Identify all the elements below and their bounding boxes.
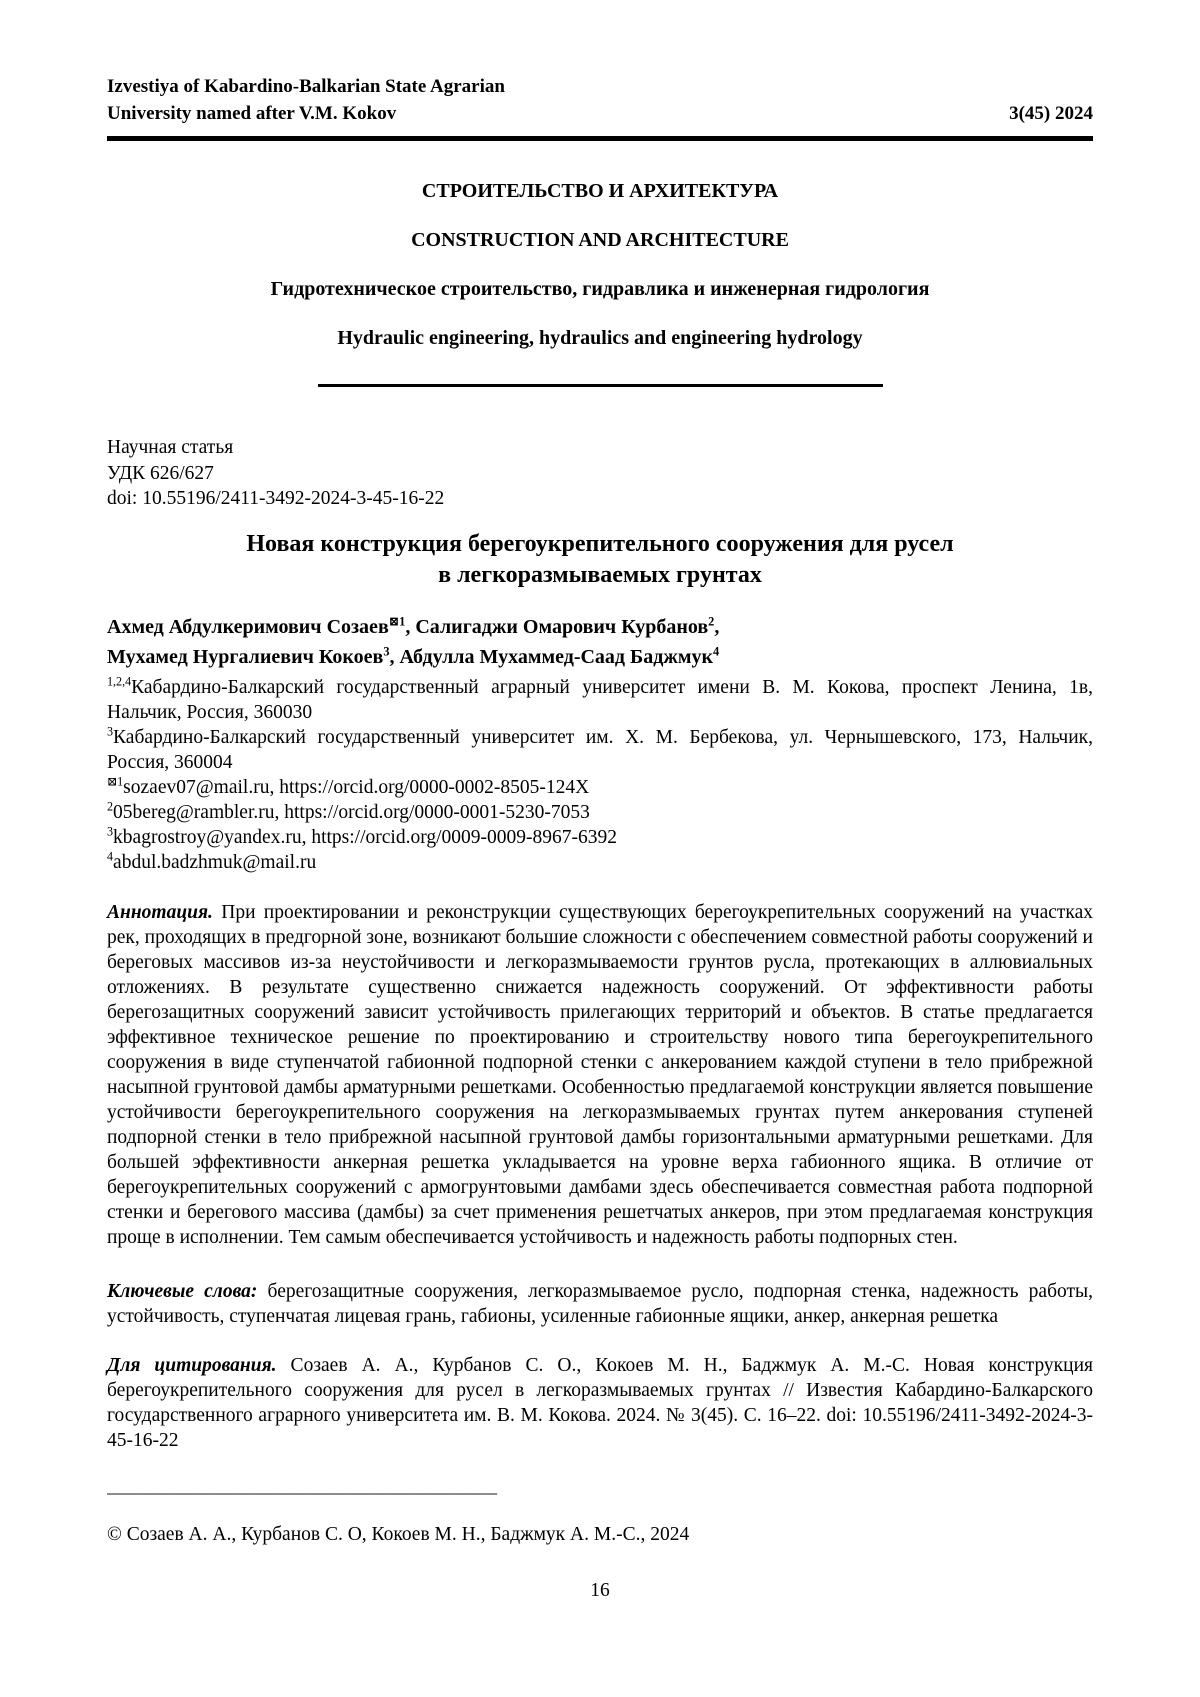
page-number: 16 <box>590 1579 610 1601</box>
text-run: Мухамед Нургалиевич Кокоев <box>107 645 384 668</box>
article-title-line2: в легкоразмываемых грунтах <box>438 561 762 588</box>
text-run: , Абдулла Мухаммед-Саад Баджмук <box>389 645 714 668</box>
udc-code: УДК 626/627 <box>107 462 214 484</box>
article-meta <box>107 435 1093 512</box>
section-heading-ru: СТРОИТЕЛЬСТВО И АРХИТЕКТУРА <box>421 180 779 202</box>
text-run: Кабардино-Балкарский государственный аграрный университет имени В. М. Кокова, проспект Ленина, 1в, Нальчик, Россия, 360030 <box>107 676 1093 723</box>
text-run: Ахмед Абдулкеримович Созаев <box>107 615 389 638</box>
superscript-marker: 3 <box>383 643 390 658</box>
text-run: abdul.badzhmuk@mail.ru <box>113 851 317 873</box>
citation-paragraph <box>107 1353 1093 1453</box>
text-run: берегозащитные сооружения, легкоразмываемое русло, подпорная стенка, надежность работы, устойчивость, ступенчатая лицевая грань, габионы, усиленные габионные ящики, анкер, анкерная решетка <box>107 1280 1093 1327</box>
text-run: sozaev07@mail.ru, https://orcid.org/0000-0002-8505-124X <box>123 776 590 798</box>
article-title-line1: Новая конструкция берегоукрепительного сооружения для русел <box>246 530 954 557</box>
lead-in-label: Ключевые слова: <box>107 1280 258 1302</box>
issue-number: 3(45) 2024 <box>1009 103 1093 124</box>
envelope-icon: ⊠1 <box>107 774 124 788</box>
article-title <box>107 529 1093 591</box>
text-run: При проектировании и реконструкции существующих берегоукрепительных сооружений на участках рек, проходящих в предгорной зоне, возникают большие сложности с обеспечением совместной работы сооружений и береговых массивов из-за неустойчивости и легкоразмываемости грунтов русла, протекающих в аллювиальных отложениях. В результате существенно снижается надежность сооружений. От эффективности работы берегозащитных сооружений зависит устойчивость прилегающих территорий и объектов. В статье предлагается эффективное техническое решение по проектированию и строительству нового типа берегоукрепительного сооружения в виде ступенчатой габионной подпорной стенки с анкерованием каждой ступени в тело прибрежной насыпной грунтовой дамбы арматурными решетками. Особенностью предлагаемой конструкции является повышение устойчивости берегоукрепительного сооружения на легкоразмываемых грунтах путем анкерования ступеней подпорной стенки в тело прибрежной насыпной грунтовой дамбы горизонтальными арматурными решетками. Для большей эффективности анкерная решетка укладывается на уровне верха габионного ящика. В отличие от берегоукрепительных сооружений с армогрунтовыми дамбами здесь обеспечивается совместная работа подпорной стенки и берегового массива (дамбы) за счет применения решетчатых анкеров, при этом предлагаемая конструкция проще в исполнении. Тем самым обеспечивается устойчивость и надежность работы подпорных стен. <box>107 901 1093 1248</box>
text-run: , Салигаджи Омарович Курбанов <box>405 615 709 638</box>
article-type-label: Научная статья <box>107 437 234 458</box>
authors-block <box>107 612 1093 672</box>
superscript-marker: 2 <box>708 613 715 628</box>
envelope-icon: ⊠1 <box>388 613 406 628</box>
superscript-marker: 2 <box>107 799 114 813</box>
doi-line: doi: 10.55196/2411-3492-2024-3-45-16-22 <box>107 488 445 509</box>
text-run: kbagrostroy@yandex.ru, https://orcid.org/0009-0009-8967-6392 <box>113 826 617 848</box>
copyright-line: © Созаев А. А., Курбанов С. О, Кокоев М. Н., Баджмук А. М.-С., 2024 <box>107 1523 690 1545</box>
superscript-marker: 4 <box>107 849 114 863</box>
text-run: 05bereg@rambler.ru, https://orcid.org/0000-0001-5230-7053 <box>113 801 590 823</box>
section-heading-en: CONSTRUCTION AND ARCHITECTURE <box>411 229 789 251</box>
keywords-paragraph <box>107 1279 1093 1329</box>
section-divider <box>318 384 883 387</box>
subsection-heading-en: Hydraulic engineering, hydraulics and engineering hydrology <box>337 327 863 349</box>
lead-in-label: Для цитирования. <box>107 1354 277 1376</box>
abstract-paragraph <box>107 900 1093 1250</box>
affiliations-block <box>107 675 1093 875</box>
superscript-marker: 4 <box>713 643 720 658</box>
footnote-divider: ________________________________________ <box>107 1475 497 1497</box>
text-run: Кабардино-Балкарский государственный университет им. Х. М. Бербекова, ул. Чернышевского, 173, Нальчик, Россия, 360004 <box>107 726 1093 773</box>
superscript-marker: 3 <box>107 824 114 838</box>
text-run: Созаев А. А., Курбанов С. О., Кокоев М. Н., Баджмук А. М.-С. Новая конструкция берегоукрепительного сооружения для русел в легкоразмываемых грунтах // Известия Кабардино-Балкарского государственного аграрного университета им. В. М. Кокова. 2024. № 3(45). С. 16–22. doi: 10.55196/2411-3492-2024-3-45-16-22 <box>107 1354 1093 1451</box>
journal-title <box>107 73 505 127</box>
text-run: , <box>714 615 720 638</box>
superscript-marker: 1,2,4 <box>107 674 132 688</box>
subsection-heading-ru: Гидротехническое строительство, гидравлика и инженерная гидрология <box>270 278 930 300</box>
journal-title-line2: University named after V.M. Kokov <box>107 103 397 124</box>
lead-in-label: Аннотация. <box>107 901 213 923</box>
journal-header <box>107 73 1093 141</box>
journal-title-line1: Izvestiya of Kabardino-Balkarian State Agrarian <box>107 76 505 97</box>
superscript-marker: 3 <box>107 724 114 738</box>
